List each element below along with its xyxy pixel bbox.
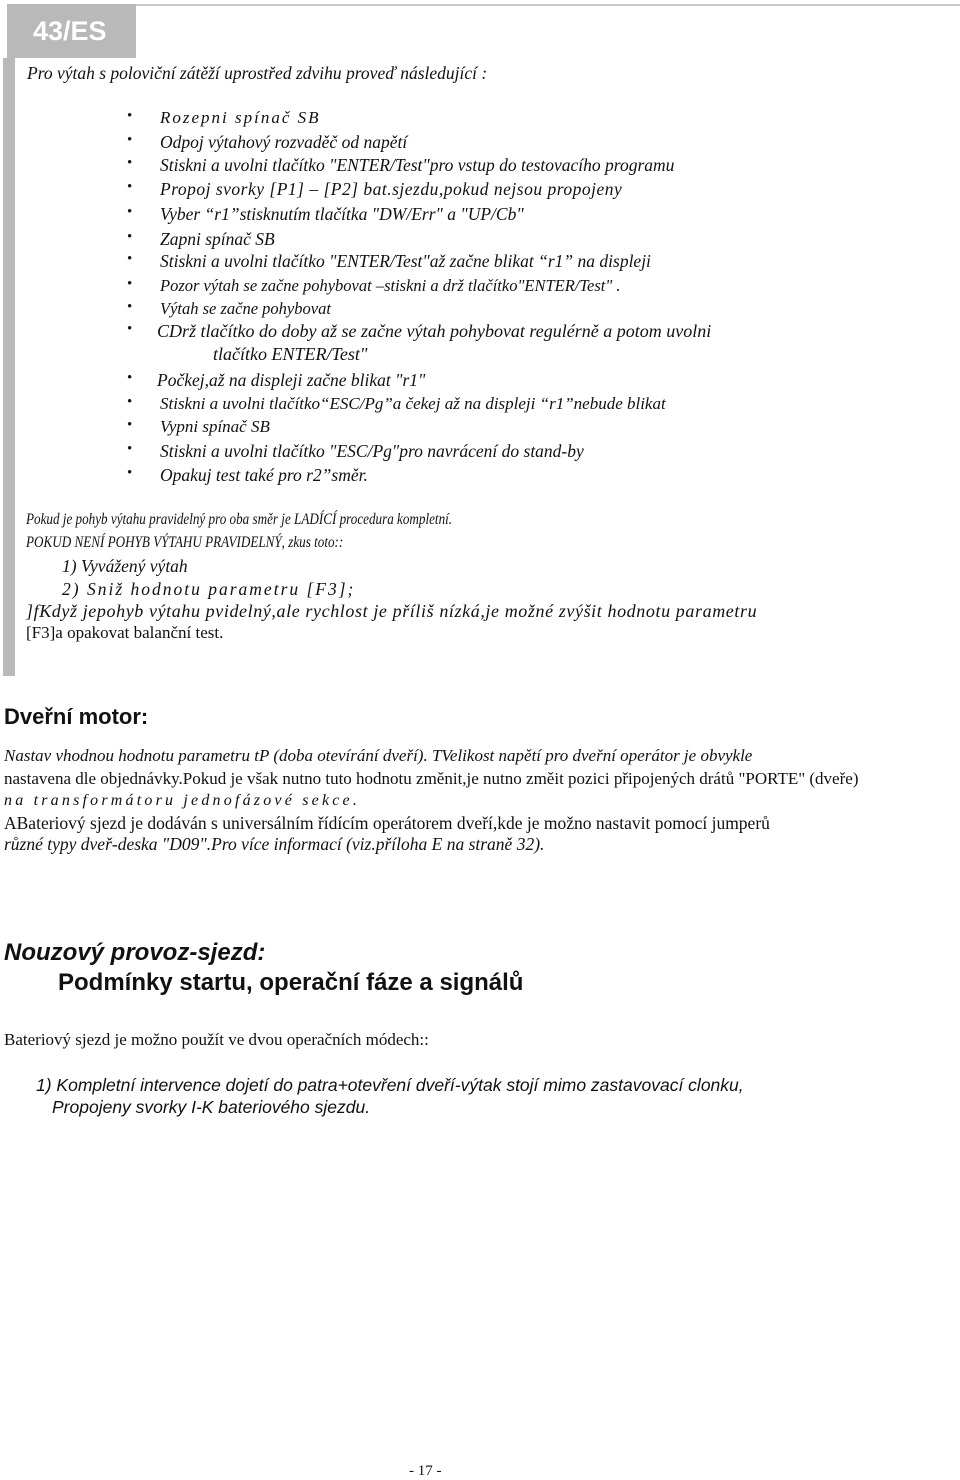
- option-item: 1) Vyvážený výtah: [62, 556, 188, 576]
- section-sidebar: [3, 58, 15, 676]
- troubleshoot-note: POKUD NENÍ POHYB VÝTAHU PRAVIDELNÝ, zkus toto::: [26, 534, 344, 551]
- section-tab: 43/ES: [7, 4, 136, 58]
- list-item-continuation: tlačítko ENTER/Test": [213, 344, 368, 364]
- list-item-continuation: Propojeny svorky I-K bateriového sjezdu.: [52, 1097, 371, 1117]
- completion-note: Pokud je pohyb výtahu pravidelný pro oba směr je LADÍCÍ procedura kompletní.: [26, 511, 453, 528]
- door-text: Nastav vhodnou hodnotu parametru tP (doba otevírání dveří). TVelikost napětí pro dveřní operátor je obvykle: [4, 746, 753, 765]
- header-rule: [136, 4, 960, 58]
- door-text: nastavena dle objednávky.Pokud je však nutno tuto hodnotu změnit,je nutno změit pozici připojených drátů "PORTE" (dveře): [4, 769, 859, 788]
- page-number: - 17 -: [409, 1463, 442, 1479]
- balance-paragraph: [F3]a opakovat balanční test.: [26, 623, 224, 642]
- section-heading: Dveřní motor:: [4, 704, 149, 729]
- door-text: různé typy dveř-deska "D09".Pro více informací (viz.příloha E na straně 32).: [4, 834, 545, 854]
- section-subheading: Podmínky startu, operační fáze a signálů: [58, 969, 524, 996]
- list-item: 1) Kompletní intervence dojetí do patra+otevření dveří-výtak stojí mimo zastavovací clonku,: [36, 1075, 744, 1095]
- emergency-text: Bateriový sjezd je možno použít ve dvou operačních módech::: [4, 1030, 429, 1049]
- door-text: na transformátoru jednofázové sekce.: [4, 792, 361, 809]
- balance-paragraph: ]fKdyž jepohyb výtahu pvidelný,ale rychlost je příliš nízká,je možné zvýšit hodnotu parametru: [26, 601, 758, 621]
- section-heading: Nouzový provoz-sjezd:: [4, 939, 266, 966]
- door-text: ABateriový sjezd je dodáván s universálním řídícím operátorem dveří,kde je možno nastavit pomocí jumperů: [4, 813, 770, 833]
- intro-text: Pro výtah s poloviční zátěží uprostřed zdvihu proveď následující :: [27, 63, 488, 83]
- option-item: 2) Sniž hodnotu parametru [F3];: [62, 579, 356, 599]
